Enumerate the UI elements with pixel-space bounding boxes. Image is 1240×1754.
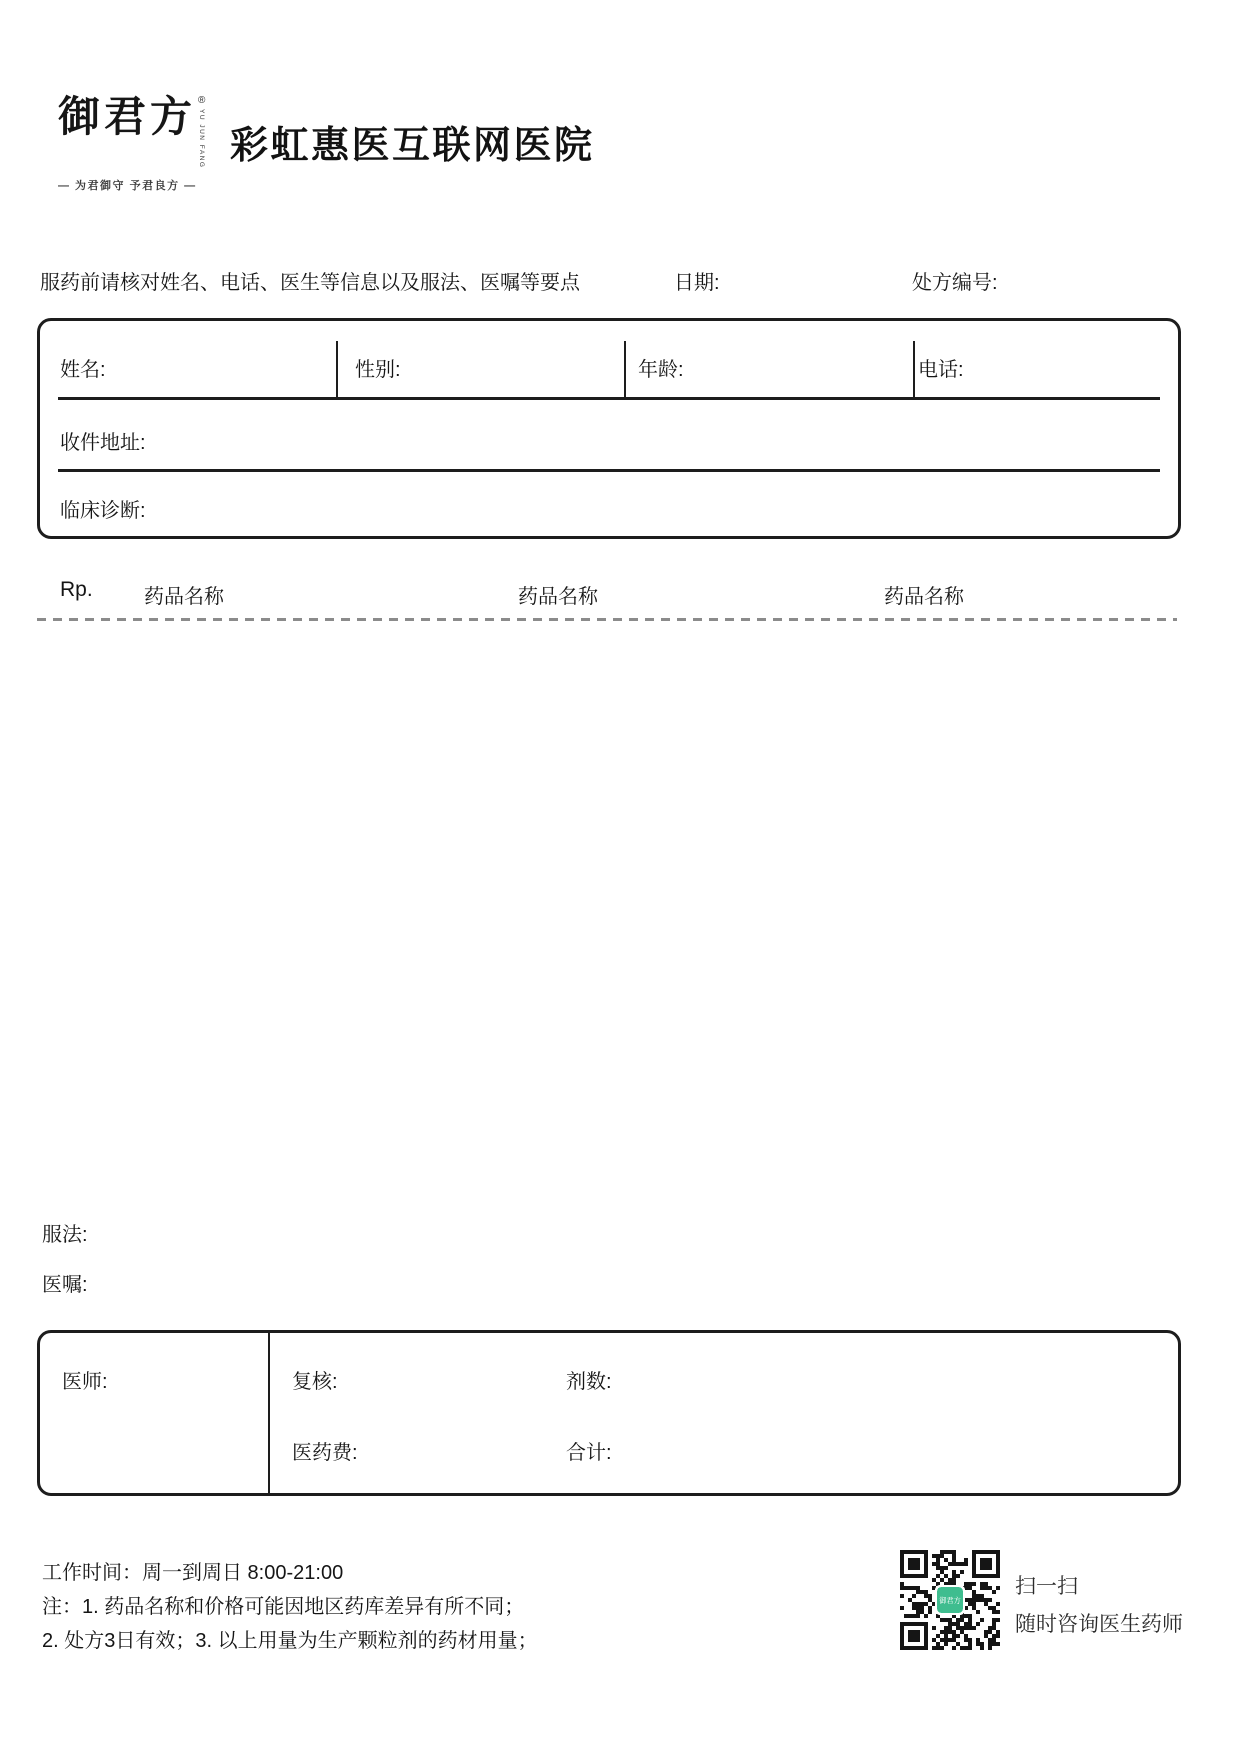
review-label: 复核:: [292, 1371, 338, 1393]
signoff-box: [37, 1330, 1181, 1496]
divider: [268, 1333, 270, 1493]
brand-logo-text: 御君方: [58, 92, 197, 141]
divider: [624, 341, 626, 397]
patient-phone-label: 电话:: [918, 359, 964, 381]
hospital-name: 彩虹惠医互联网医院: [230, 125, 595, 167]
scan-label: 扫一扫: [1015, 1575, 1078, 1598]
drug-name-column-header: 药品名称: [884, 586, 964, 608]
total-label: 合计:: [566, 1442, 612, 1464]
rx-number-field-label: 处方编号:: [912, 272, 998, 294]
svg-text:御君方: 御君方: [939, 1595, 961, 1605]
doses-label: 剂数:: [566, 1371, 612, 1393]
brand-logo-marks: [198, 96, 205, 168]
patient-age-label: 年龄:: [638, 359, 684, 381]
brand-logo-pinyin: YU JUN FANG: [198, 109, 206, 169]
note-line-2: 2. 处方3日有效；3. 以上用量为生产颗粒剂的药材用量；: [42, 1630, 538, 1652]
brand-tagline: — 为君御守 予君良方 —: [58, 180, 197, 193]
note-line-1: 注：1. 药品名称和价格可能因地区药库差异有所不同；: [42, 1596, 525, 1618]
divider: [58, 397, 1160, 400]
registered-trademark-icon: ®: [198, 95, 206, 106]
divider: [58, 469, 1160, 472]
drug-name-column-header: 药品名称: [144, 586, 224, 608]
divider: [37, 618, 1177, 621]
usage-label: 服法:: [42, 1224, 88, 1246]
date-field-label: 日期:: [674, 272, 720, 294]
physician-label: 医师:: [62, 1371, 108, 1393]
scan-description: 随时咨询医生药师: [1015, 1613, 1183, 1636]
brand-logo-block: [58, 92, 206, 193]
rp-label: Rp.: [60, 578, 93, 601]
patient-info-box: [37, 318, 1181, 539]
clinical-diagnosis-label: 临床诊断:: [60, 500, 146, 522]
divider: [913, 341, 915, 397]
patient-name-label: 姓名:: [60, 359, 106, 381]
drug-name-column-header: 药品名称: [518, 586, 598, 608]
patient-gender-label: 性别:: [355, 359, 401, 381]
shipping-address-label: 收件地址:: [60, 432, 146, 454]
qr-code: [900, 1550, 1000, 1650]
divider: [336, 341, 338, 397]
doctor-advice-label: 医嘱:: [42, 1274, 88, 1296]
medicine-fee-label: 医药费:: [292, 1442, 358, 1464]
verify-notice-text: 服药前请核对姓名、电话、医生等信息以及服法、医嘱等要点: [40, 272, 580, 294]
work-hours-text: 工作时间：周一到周日 8:00-21:00: [42, 1562, 344, 1584]
qr-code-image: [900, 1550, 1000, 1650]
